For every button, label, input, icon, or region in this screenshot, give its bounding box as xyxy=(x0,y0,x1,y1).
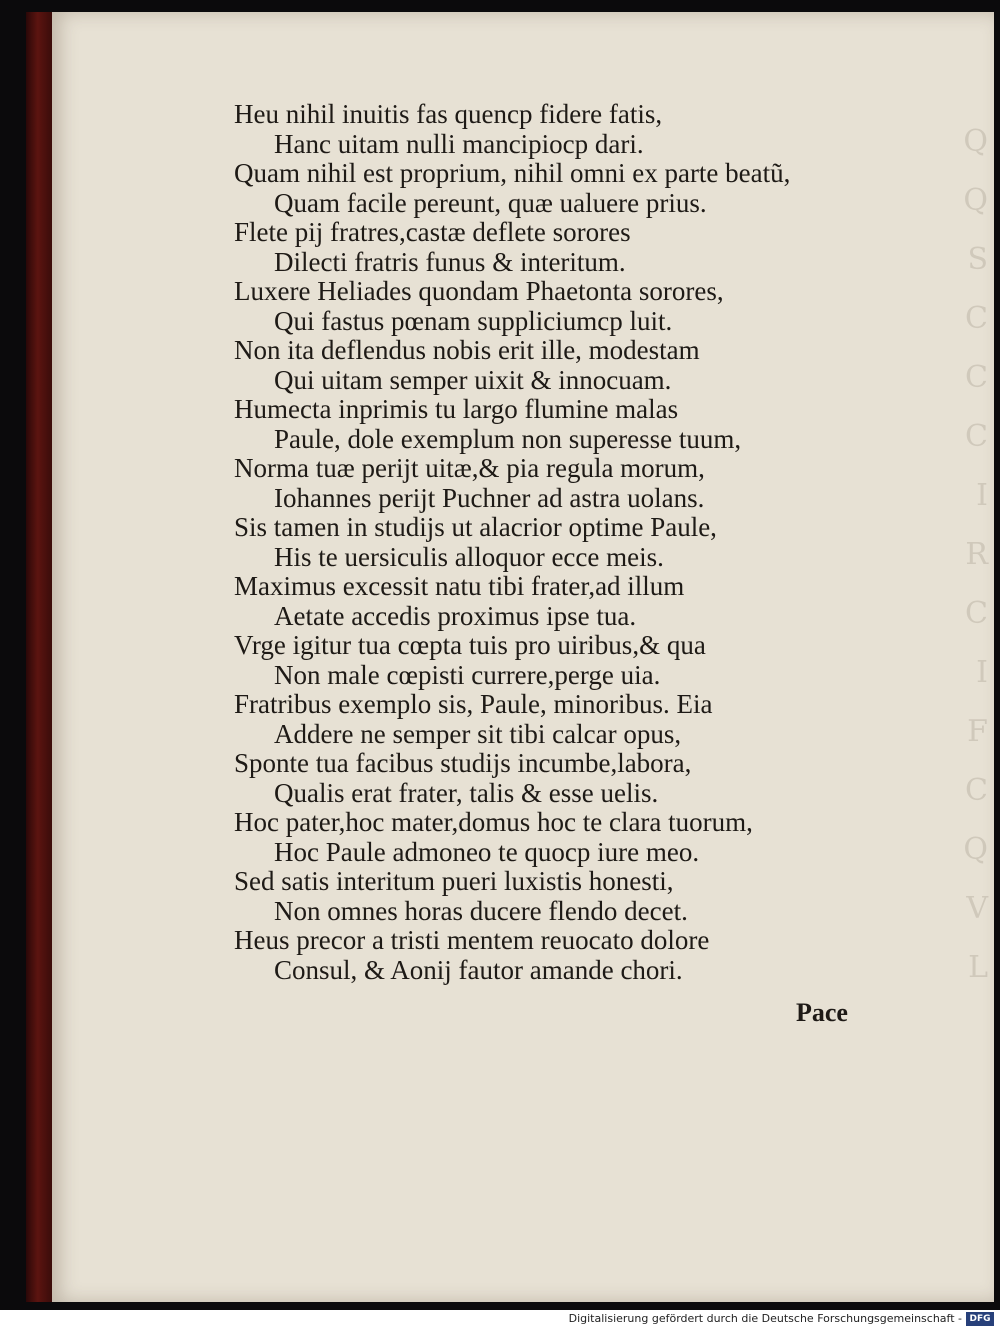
poem-line: Heu nihil inuitis fas quencp fidere fatis, xyxy=(234,99,663,129)
poem-line: Flete pij fratres,castæ deflete sorores xyxy=(234,217,631,247)
poem-line: Quam nihil est proprium, nihil omni ex parte beatũ, xyxy=(234,158,791,188)
poem-line: His te uersiculis alloquor ecce meis. xyxy=(274,541,664,572)
footer-credit: Digitalisierung gefördert durch die Deutsche Forschungsgemeinschaft - xyxy=(568,1312,962,1325)
poem-text xyxy=(234,100,894,985)
poem-line: Vrge igitur tua cœpta tuis pro uiribus,& qua xyxy=(234,630,706,660)
poem-line: Quam facile pereunt, quæ ualuere prius. xyxy=(274,187,707,218)
poem-line: Sed satis interitum pueri luxistis honesti, xyxy=(234,866,674,896)
poem-line: Hoc Paule admoneo te quocp iure meo. xyxy=(274,836,700,867)
poem-line: Non omnes horas ducere flendo decet. xyxy=(274,895,688,926)
poem-line: Humecta inprimis tu largo flumine malas xyxy=(234,394,679,424)
poem-line: Non male cœpisti currere,perge uia. xyxy=(274,659,661,690)
poem-line: Qui fastus pœnam suppliciumcp luit. xyxy=(274,305,673,336)
poem-line: Sis tamen in studijs ut alacrior optime Paule, xyxy=(234,512,717,542)
poem-line: Hanc uitam nulli mancipiocp dari. xyxy=(274,128,644,159)
poem-line: Non ita deflendus nobis erit ille, modestam xyxy=(234,335,700,365)
poem-line: Luxere Heliades quondam Phaetonta sorores, xyxy=(234,276,724,306)
poem-line: Addere ne semper sit tibi calcar opus, xyxy=(274,718,682,749)
poem-line: Qui uitam semper uixit & innocuam. xyxy=(274,364,672,395)
poem-line: Dilecti fratris funus & interitum. xyxy=(274,246,626,277)
poem-line: Heus precor a tristi mentem reuocato dolore xyxy=(234,925,710,955)
footer-bar xyxy=(0,1310,1000,1329)
poem-line: Hoc pater,hoc mater,domus hoc te clara tuorum, xyxy=(234,807,753,837)
poem-line: Paule, dole exemplum non superesse tuum, xyxy=(274,423,742,454)
bleed-through-text: Q Q S C C C I R C I F C Q V L xyxy=(963,124,988,985)
poem-line: Norma tuæ perijt uitæ,& pia regula morum, xyxy=(234,453,705,483)
book-binding-edge xyxy=(26,12,52,1302)
dfg-logo-icon: DFG xyxy=(966,1312,994,1326)
poem-line: Qualis erat frater, talis & esse uelis. xyxy=(274,777,659,808)
poem-line: Maximus excessit natu tibi frater,ad illum xyxy=(234,571,685,601)
poem-line: Consul, & Aonij fautor amande chori. xyxy=(274,954,683,985)
poem-line: Iohannes perijt Puchner ad astra uolans. xyxy=(274,482,705,513)
catchword: Pace xyxy=(796,998,848,1027)
poem-line: Sponte tua facibus studijs incumbe,labora, xyxy=(234,748,692,778)
poem-line: Aetate accedis proximus ipse tua. xyxy=(274,600,637,631)
poem-line: Fratribus exemplo sis, Paule, minoribus. Eia xyxy=(234,689,713,719)
